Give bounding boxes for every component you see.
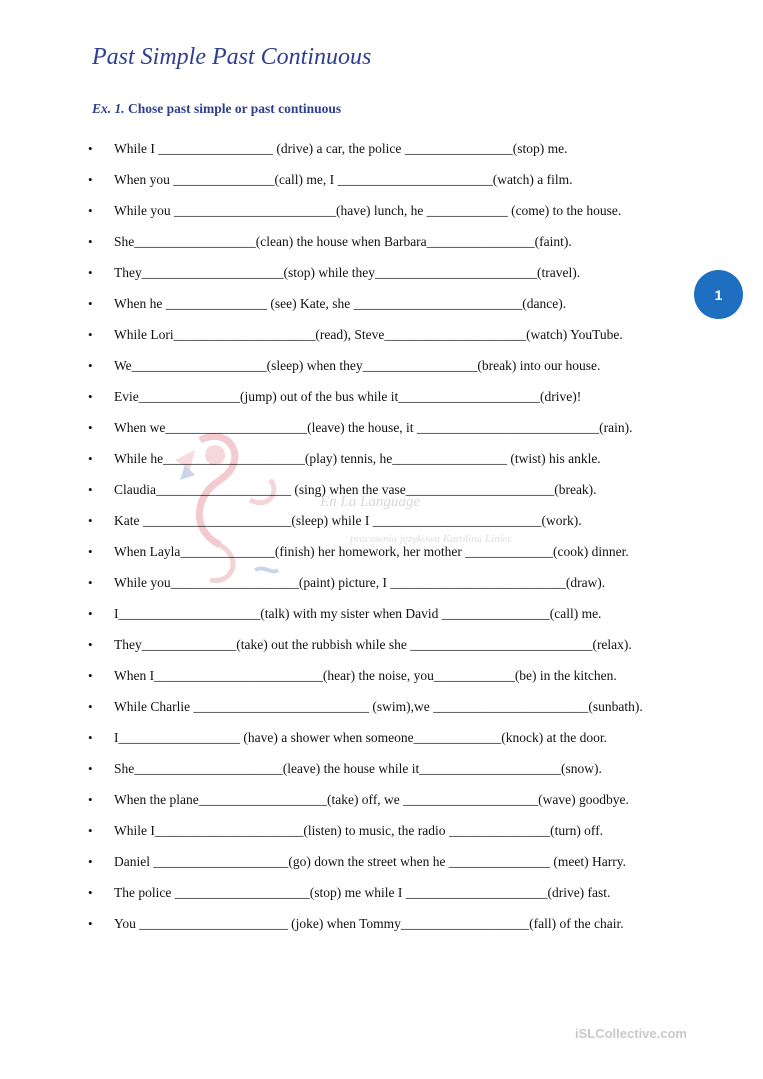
sentence-text: Kate ______________________(sleep) while I _________________________(work). <box>114 513 582 528</box>
bullet: • <box>88 761 93 776</box>
bullet: • <box>88 265 93 280</box>
worksheet-title: Past Simple Past Continuous <box>92 44 372 70</box>
sentence-text: I__________________ (have) a shower when someone_____________(knock) at the door. <box>114 730 608 745</box>
bullet: • <box>88 823 93 838</box>
list-item <box>0 544 700 564</box>
sentence-text: We____________________(sleep) when they_________________(break) into our house. <box>114 358 601 373</box>
bullet: • <box>88 916 93 931</box>
list-item <box>0 916 700 936</box>
bullet: • <box>88 451 93 466</box>
list-item <box>0 203 700 223</box>
list-item <box>0 265 700 285</box>
bullet: • <box>88 606 93 621</box>
list-item <box>0 296 700 316</box>
list-item <box>0 668 700 688</box>
page-number-badge: 1 <box>694 270 743 319</box>
watermark-subtitle: pracownia językowa Karolina Liniec <box>350 533 513 545</box>
sentence-text: They_____________________(stop) while they________________________(travel). <box>114 265 581 280</box>
list-item <box>0 141 700 161</box>
bullet: • <box>88 885 93 900</box>
list-item <box>0 420 700 440</box>
bullet: • <box>88 389 93 404</box>
list-item <box>0 172 700 192</box>
sentence-text: You ______________________ (joke) when Tommy___________________(fall) of the chair. <box>114 916 624 931</box>
sentence-text: While he_____________________(play) tennis, he_________________ (twist) his ankle. <box>114 451 601 466</box>
exercise-heading <box>92 101 341 117</box>
sentence-text: While I______________________(listen) to music, the radio _______________(turn) off. <box>114 823 604 838</box>
bullet: • <box>88 234 93 249</box>
list-item <box>0 606 700 626</box>
bullet: • <box>88 854 93 869</box>
sentence-text: While I _________________ (drive) a car, the police ________________(stop) me. <box>114 141 568 156</box>
sentence-text: When you _______________(call) me, I _______________________(watch) a film. <box>114 172 573 187</box>
list-item <box>0 575 700 595</box>
bullet: • <box>88 730 93 745</box>
bullet: • <box>88 637 93 652</box>
bullet: • <box>88 358 93 373</box>
bullet: • <box>88 327 93 342</box>
bullet: • <box>88 544 93 559</box>
exercise-instruction: Chose past simple or past continuous <box>124 101 342 116</box>
list-item <box>0 823 700 843</box>
sentence-text: While you___________________(paint) picture, I __________________________(draw). <box>114 575 606 590</box>
sentence-text: While Lori_____________________(read), Steve_____________________(watch) YouTube. <box>114 327 623 342</box>
list-item <box>0 482 700 502</box>
list-item <box>0 792 700 812</box>
list-item <box>0 637 700 657</box>
bullet: • <box>88 203 93 218</box>
sentence-text: I_____________________(talk) with my sister when David ________________(call) me. <box>114 606 602 621</box>
sentence-text: When the plane___________________(take) off, we ____________________(wave) goodbye. <box>114 792 629 807</box>
sentence-text: Claudia____________________ (sing) when the vase______________________(break). <box>114 482 597 497</box>
sentence-text: Evie_______________(jump) out of the bus while it_____________________(drive)! <box>114 389 582 404</box>
site-watermark: iSLCollective.com <box>575 1026 687 1041</box>
sentence-text: The police ____________________(stop) me while I _____________________(drive) fast. <box>114 885 611 900</box>
list-item <box>0 761 700 781</box>
bullet: • <box>88 141 93 156</box>
sentence-text: When Layla______________(finish) her homework, her mother _____________(cook) dinner. <box>114 544 629 559</box>
watermark-flower-logo <box>160 420 290 590</box>
sentence-text: While Charlie __________________________ (swim),we _______________________(sunbath). <box>114 699 643 714</box>
list-item <box>0 234 700 254</box>
list-item <box>0 327 700 347</box>
exercise-number: Ex. 1. <box>92 101 125 116</box>
sentence-text: Daniel ____________________(go) down the street when he _______________ (meet) Harry. <box>114 854 627 869</box>
sentence-text: She______________________(leave) the house while it_____________________(snow). <box>114 761 602 776</box>
list-item <box>0 854 700 874</box>
bullet: • <box>88 668 93 683</box>
bullet: • <box>88 792 93 807</box>
sentence-text: When I_________________________(hear) the noise, you____________(be) in the kitchen. <box>114 668 617 683</box>
list-item <box>0 513 700 533</box>
bullet: • <box>88 575 93 590</box>
bullet: • <box>88 699 93 714</box>
list-item <box>0 358 700 378</box>
list-item <box>0 451 700 471</box>
sentence-text: While you ________________________(have) lunch, he ____________ (come) to the house. <box>114 203 622 218</box>
list-item <box>0 389 700 409</box>
bullet: • <box>88 420 93 435</box>
sentence-text: When he _______________ (see) Kate, she _________________________(dance). <box>114 296 567 311</box>
bullet: • <box>88 482 93 497</box>
sentence-text: She__________________(clean) the house when Barbara________________(faint). <box>114 234 572 249</box>
bullet: • <box>88 172 93 187</box>
sentence-text: When we_____________________(leave) the house, it ___________________________(rain). <box>114 420 633 435</box>
watermark-brand: En La Language <box>320 494 421 510</box>
bullet: • <box>88 513 93 528</box>
list-item <box>0 699 700 719</box>
sentence-text: They______________(take) out the rubbish while she ___________________________(relax). <box>114 637 632 652</box>
list-item <box>0 885 700 905</box>
list-item <box>0 730 700 750</box>
bullet: • <box>88 296 93 311</box>
